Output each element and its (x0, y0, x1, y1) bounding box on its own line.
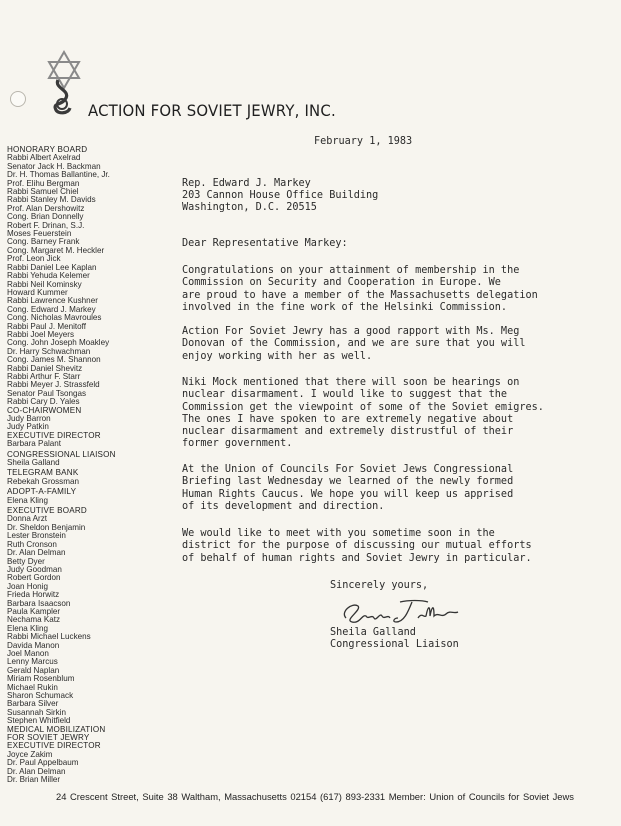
medical-heading-2: FOR SOVIET JEWRY (7, 733, 90, 743)
letter-date: February 1, 1983 (314, 136, 413, 147)
liaison-name: Sheila Galland (7, 458, 60, 468)
sidebar-name: Robert Gordon (7, 573, 61, 583)
sidebar-name: Miriam Rosenblum (7, 674, 75, 684)
sidebar-name: Gerald Naplan (7, 665, 60, 675)
sidebar-name: Joel Manon (7, 648, 49, 658)
sidebar-name: Joan Honig (7, 581, 48, 591)
paragraph-line: Human Rights Caucus. We hope you will keep us apprised (182, 488, 514, 500)
sidebar-name: Cong. Nicholas Mavroules (7, 313, 102, 323)
cochairwomen-list (7, 415, 157, 432)
sidebar-name: Moses Feuerstein (7, 229, 72, 239)
sidebar-name: Cong. Barney Frank (7, 237, 80, 247)
sidebar-name: Ruth Cronson (7, 539, 57, 549)
sidebar-name: Howard Kummer (7, 287, 68, 297)
paragraph-line: Donovan of the Commission, and we are sure that you will (182, 338, 526, 350)
adopt-name: Elena Kling (7, 495, 48, 505)
sidebar-name: Rabbi Yehuda Kelemer (7, 271, 90, 281)
paragraph-line: nuclear disarmament and extremely distrustful of their (182, 426, 514, 438)
sidebar-name: Lenny Marcus (7, 657, 58, 667)
sidebar-name: Donna Arzt (7, 514, 48, 524)
paragraph-5 (182, 528, 532, 565)
honorary-board-list (7, 154, 157, 406)
sidebar-name: Betty Dyer (7, 556, 45, 566)
paragraph-line: Action For Soviet Jewry has a good rapport with Ms. Meg (182, 326, 520, 337)
sidebar-name: Paula Kampler (7, 606, 61, 616)
paragraph-2 (182, 326, 525, 363)
sidebar-name: Lester Bronstein (7, 531, 66, 541)
sidebar-name: Prof. Elihu Bergman (7, 178, 80, 188)
sidebar-name: Prof. Alan Dershowitz (7, 203, 85, 213)
exec-director-heading: EXECUTIVE DIRECTOR (7, 430, 101, 440)
exec-director-name: Barbara Palant (7, 439, 61, 449)
paragraph-3 (182, 377, 544, 451)
sidebar-name: Rabbi Samuel Chiel (7, 187, 79, 197)
telegram-name: Rebekah Grossman (7, 476, 79, 486)
sidebar-name: Dr. Paul Appelbaum (7, 758, 79, 768)
medical-people-list (7, 751, 157, 785)
executive-board-list (7, 515, 157, 725)
sidebar-name: Rabbi Cary D. Yales (7, 397, 80, 407)
paragraph-line: involved in the fine work of the Helsinki Commission. (182, 301, 508, 313)
sidebar-name: Rabbi Arthur F. Starr (7, 371, 81, 381)
sidebar-name: Rabbi Joel Meyers (7, 329, 75, 339)
medical-exec-heading: EXECUTIVE DIRECTOR (7, 741, 101, 751)
paragraph-line: We would like to meet with you sometime soon in the (182, 528, 495, 539)
paragraph-line: enjoy working with her as well. (182, 350, 373, 362)
adopt-heading: ADOPT-A-FAMILY (7, 487, 77, 497)
medical-heading: MEDICAL MOBILIZATION (7, 724, 106, 734)
sidebar-name: Judy Barron (7, 414, 51, 423)
sidebar-name: Senator Jack H. Backman (7, 161, 101, 171)
sidebar-name: Barbara Silver (7, 699, 59, 709)
sidebar-name: Dr. Sheldon Benjamin (7, 522, 86, 532)
paragraph-line: Niki Mock mentioned that there will soon be hearings on (182, 377, 520, 388)
signer-name: Sheila Galland (330, 627, 416, 638)
signer-title: Congressional Liaison (330, 639, 459, 651)
paragraph-line: former government. (182, 438, 293, 450)
paragraph-line: of behalf of human rights and Soviet Jewry in particular. (182, 552, 532, 564)
sidebar-name: Susannah Sirkin (7, 707, 66, 717)
paragraph-line: The ones I have spoken to are extremely negative about (182, 413, 514, 425)
recipient-address (182, 178, 378, 215)
closing: Sincerely yours, (330, 580, 429, 591)
sidebar-name: Cong. James M. Shannon (7, 355, 101, 365)
sidebar-name: Elena Kling (7, 623, 48, 633)
address-line: Washington, D.C. 20515 (182, 202, 317, 214)
sidebar-name: Prof. Leon Jick (7, 254, 61, 264)
paragraph-line: nuclear disarmament. I would like to suggest that the (182, 389, 508, 401)
sidebar-name: Rabbi Stanley M. Davids (7, 195, 96, 205)
sidebar-name: Rabbi Lawrence Kushner (7, 296, 98, 306)
paragraph-4 (182, 464, 513, 513)
org-name: ACTION FOR SOVIET JEWRY, INC. (88, 101, 336, 120)
sidebar-name: Cong. John Joseph Moakley (7, 338, 110, 348)
paragraph-line: Commission get the viewpoint of some of the Soviet emigres. (182, 401, 544, 413)
honorary-board-heading: HONORARY BOARD (7, 145, 88, 154)
sidebar-board-list (7, 146, 157, 784)
signer-block (330, 627, 459, 652)
sidebar-name: Cong. Brian Donnelly (7, 212, 84, 222)
sidebar-name: Nechama Katz (7, 615, 61, 625)
paragraph-line: are proud to have a member of the Massachusetts delegation (182, 289, 538, 301)
address-line: Rep. Edward J. Markey (182, 178, 311, 189)
sidebar-name: Judy Goodman (7, 564, 62, 574)
sidebar-name: Stephen Whitfield (7, 716, 71, 726)
sidebar-name: Rabbi Paul J. Menitoff (7, 321, 87, 331)
sidebar-name: Rabbi Albert Axelrad (7, 153, 81, 163)
sidebar-name: Senator Paul Tsongas (7, 388, 87, 398)
sidebar-name: Judy Patkin (7, 422, 49, 432)
footer-address: 24 Crescent Street, Suite 38 Waltham, Massachusetts 02154 (617) 893-2331 Member: Union of Councils for Soviet Jews (56, 791, 574, 802)
sidebar-name: Joyce Zakim (7, 749, 53, 759)
executive-board-heading: EXECUTIVE BOARD (7, 506, 87, 516)
sidebar-name: Davida Manon (7, 640, 60, 650)
cochairwomen-heading: CO-CHAIRWOMEN (7, 405, 82, 415)
address-line: 203 Cannon House Office Building (182, 190, 379, 202)
sidebar-name: Robert F. Drinan, S.J. (7, 220, 85, 230)
sidebar-name: Dr. Harry Schwachman (7, 346, 91, 356)
sidebar-name: Rabbi Michael Luckens (7, 632, 91, 642)
sidebar-name: Cong. Edward J. Markey (7, 304, 96, 314)
telegram-heading: TELEGRAM BANK (7, 468, 79, 478)
sidebar-name: Dr. Brian Miller (7, 775, 61, 785)
sidebar-name: Cong. Margaret M. Heckler (7, 245, 105, 255)
paragraph-line: Commission on Security and Cooperation in Europe. We (182, 277, 501, 289)
sidebar-name: Dr. Alan Delman (7, 548, 66, 558)
sidebar-name: Rabbi Neil Kominsky (7, 279, 82, 289)
sidebar-name: Dr. Alan Delman (7, 766, 66, 776)
paragraph-line: of its development and direction. (182, 500, 385, 512)
paragraph-line: At the Union of Councils For Soviet Jews Congressional (182, 464, 514, 475)
paragraph-line: Briefing last Wednesday we learned of the newly formed (182, 476, 514, 488)
salutation: Dear Representative Markey: (182, 238, 348, 249)
sidebar-name: Rabbi Daniel Shevitz (7, 363, 83, 373)
liaison-heading: CONGRESSIONAL LIAISON (7, 449, 116, 459)
paragraph-line: Congratulations on your attainment of membership in the (182, 265, 520, 276)
sidebar-name: Rabbi Daniel Lee Kaplan (7, 262, 97, 272)
sidebar-name: Dr. H. Thomas Ballantine, Jr. (7, 170, 110, 180)
paragraph-line: district for the purpose of discussing our mutual efforts (182, 540, 532, 552)
star-of-david-logo-icon (44, 50, 84, 116)
sidebar-name: Michael Rukin (7, 682, 58, 692)
paragraph-1 (182, 265, 538, 314)
sidebar-name: Sharon Schumack (7, 691, 74, 700)
sidebar-name: Barbara Isaacson (7, 598, 71, 608)
sidebar-name: Frieda Horwitz (7, 590, 60, 600)
sidebar-name: Rabbi Meyer J. Strassfeld (7, 380, 100, 390)
handwritten-signature (338, 596, 468, 628)
punch-hole (10, 91, 26, 107)
